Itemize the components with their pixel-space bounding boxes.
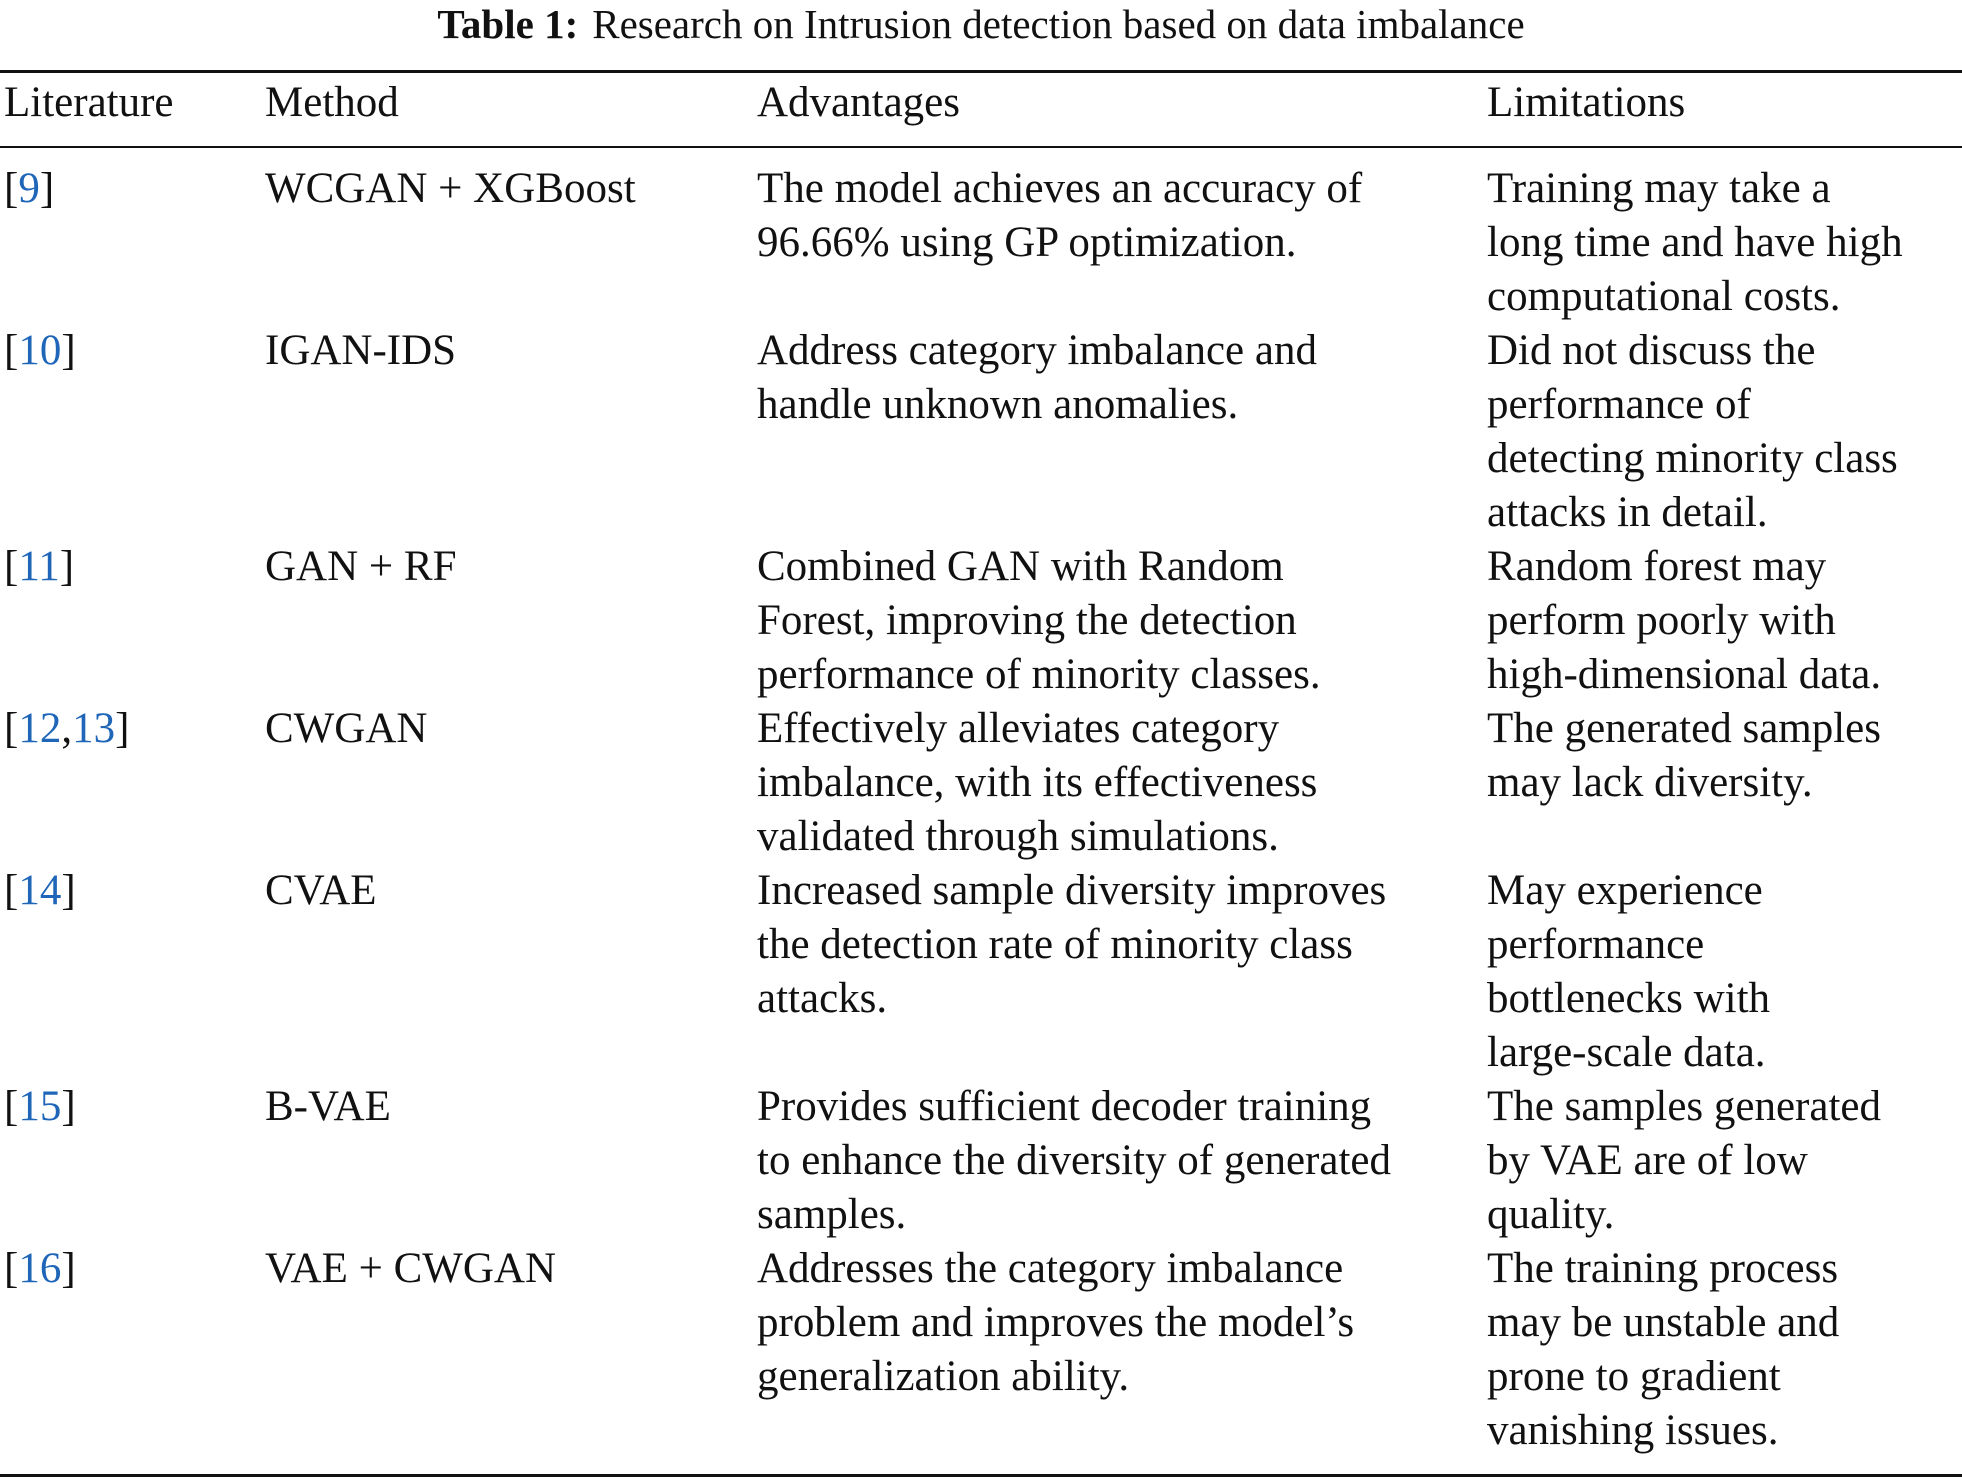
cell-limitations: Training may take a long time and have high computational costs. <box>1487 165 1903 320</box>
cell-literature: [12,13] <box>4 705 130 752</box>
cell-method: VAE + CWGAN <box>265 1245 557 1292</box>
cell-limitations: The training process may be unstable and prone to gradient vanishing issues. <box>1487 1245 1840 1454</box>
cell-limitations: Random forest may perform poorly with high-dimensional data. <box>1487 543 1882 698</box>
cell-limitations: Did not discuss the performance of detecting minority class attacks in detail. <box>1487 327 1898 536</box>
citation-link[interactable]: 9 <box>18 165 40 212</box>
cell-limitations: May experience performance bottlenecks with large-scale data. <box>1487 867 1771 1076</box>
citation-link[interactable]: 15 <box>18 1083 62 1130</box>
cell-literature: [15] <box>4 1083 76 1130</box>
cell-literature: [11] <box>4 543 75 590</box>
citation-link[interactable]: 10 <box>18 327 62 374</box>
cell-limitations: The generated samples may lack diversity. <box>1487 705 1881 806</box>
header-method: Method <box>265 79 399 126</box>
cell-advantages: Increased sample diversity improves the detection rate of minority class attacks. <box>757 867 1387 1022</box>
cell-advantages: Provides sufficient decoder training to enhance the diversity of generated samples. <box>757 1083 1391 1238</box>
cell-method: WCGAN + XGBoost <box>265 165 636 212</box>
table-top-rule <box>0 70 1962 73</box>
cell-literature: [14] <box>4 867 76 914</box>
cell-method: CWGAN <box>265 705 428 752</box>
cell-method: CVAE <box>265 867 377 914</box>
citation-link[interactable]: 16 <box>18 1245 62 1292</box>
table-caption-label: Table 1: <box>437 1 579 47</box>
table-header-rule <box>0 146 1962 148</box>
cell-advantages: Effectively alleviates category imbalance, with its effectiveness validated through simulations. <box>757 705 1318 860</box>
cell-literature: [10] <box>4 327 76 374</box>
table-bottom-rule <box>0 1474 1962 1477</box>
cell-method: IGAN-IDS <box>265 327 457 374</box>
cell-literature: [16] <box>4 1245 76 1292</box>
cell-advantages: Address category imbalance and handle unknown anomalies. <box>757 327 1317 428</box>
table-caption-text: Research on Intrusion detection based on data imbalance <box>592 1 1525 47</box>
cell-method: GAN + RF <box>265 543 457 590</box>
citation-link[interactable]: 14 <box>18 867 62 914</box>
cell-advantages: Addresses the category imbalance problem and improves the model’s generalization ability. <box>757 1245 1355 1400</box>
header-literature: Literature <box>4 79 174 126</box>
cell-advantages: Combined GAN with Random Forest, improving the detection performance of minority classes. <box>757 543 1321 698</box>
cell-advantages: The model achieves an accuracy of 96.66% using GP optimization. <box>757 165 1363 266</box>
citation-link[interactable]: 12 <box>18 705 62 752</box>
citation-link[interactable]: 13 <box>72 705 116 752</box>
citation-link[interactable]: 11 <box>18 543 60 590</box>
header-limitations: Limitations <box>1487 79 1686 126</box>
cell-literature: [9] <box>4 165 55 212</box>
header-advantages: Advantages <box>757 79 960 126</box>
cell-method: B-VAE <box>265 1083 391 1130</box>
cell-limitations: The samples generated by VAE are of low quality. <box>1487 1083 1881 1238</box>
table-caption <box>0 0 1962 48</box>
